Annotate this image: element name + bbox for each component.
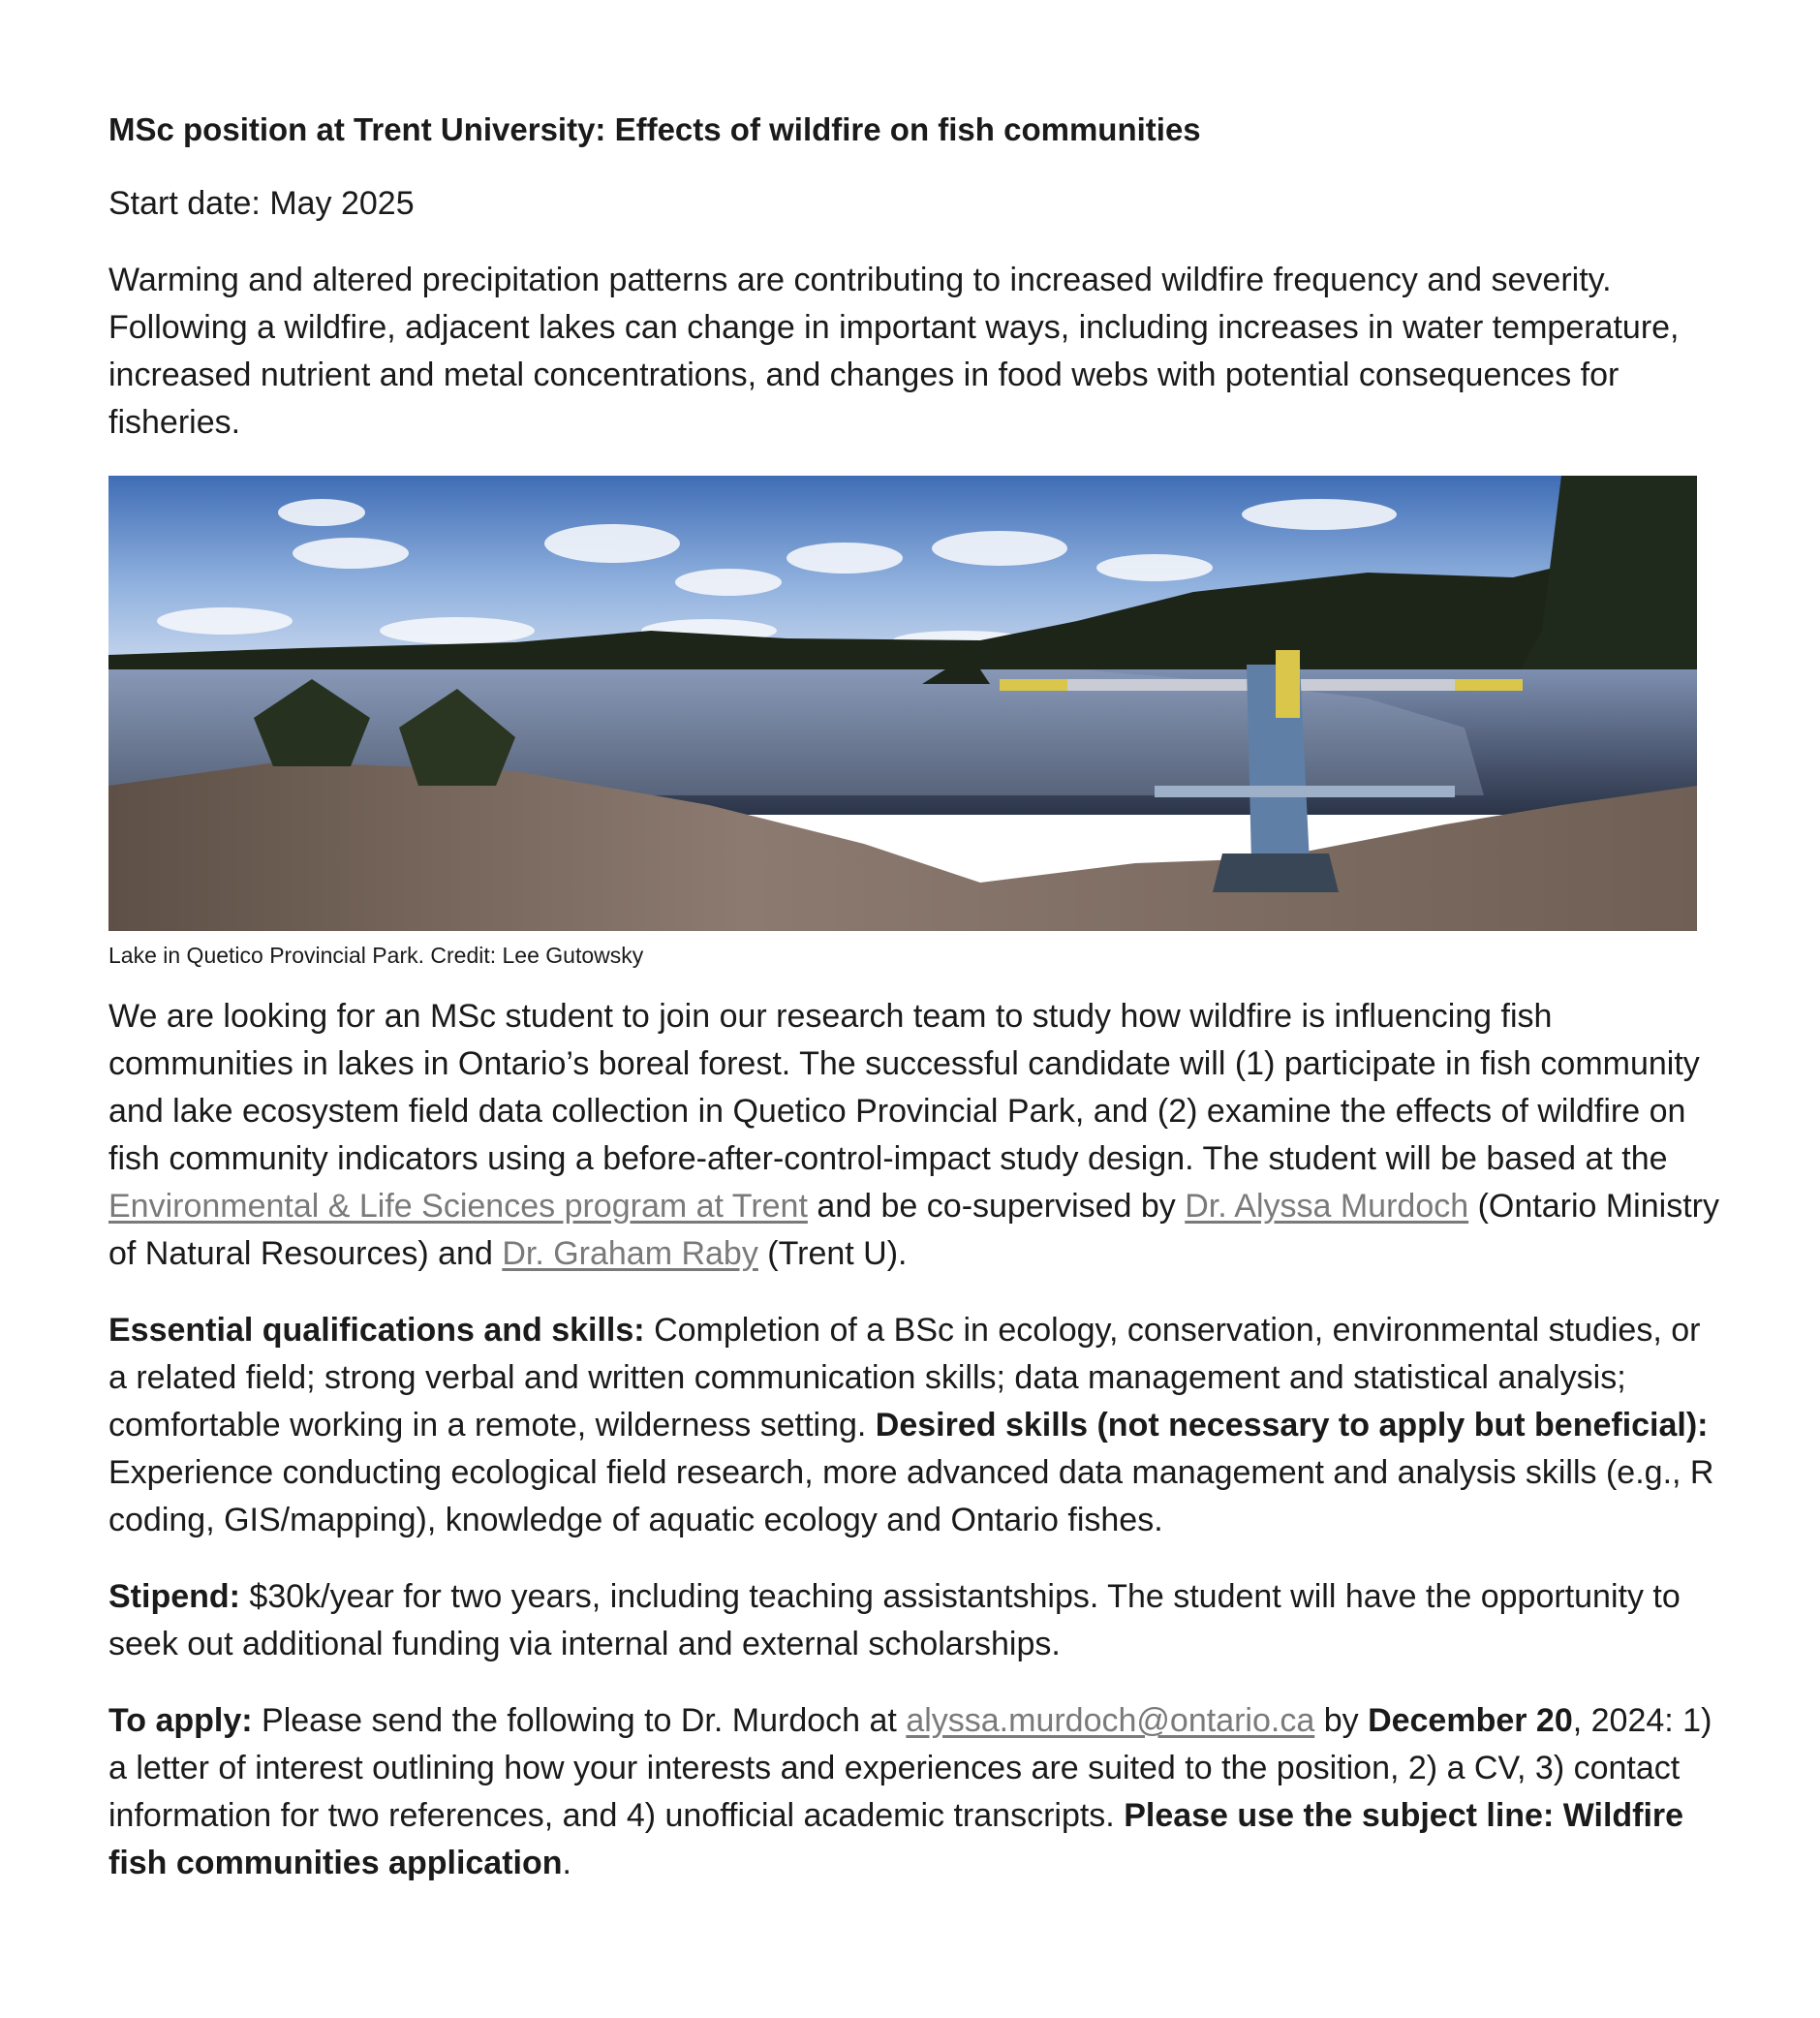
stipend-paragraph <box>108 1573 1726 1668</box>
description-text-3: (Ontario Ministry of Natural Resources) and <box>108 1188 1719 1272</box>
photo-caption: Lake in Quetico Provincial Park. Credit: Lee Gutowsky <box>108 943 644 968</box>
document-page <box>108 107 1726 1916</box>
description-text-1: We are looking for an MSc student to join our research team to study how wildfire is influencing fish communities in lakes in Ontario’s boreal forest. The successful candidate will (1) participate in fish community and lake ecosystem field data collection in Quetico Provincial Park, and (2) examine the effects of wildfire on fish community indicators using a before-after-control-impact study design. The student will be based at the <box>108 998 1700 1177</box>
qualifications-paragraph <box>108 1307 1726 1544</box>
essential-label: Essential qualifications and skills: <box>108 1312 645 1349</box>
intro-paragraph: Warming and altered precipitation patterns are contributing to increased wildfire frequency and severity. Following a wildfire, adjacent lakes can change in important ways, including increases in water temperature, increased nutrient and metal concentrations, and changes in food webs with potential consequences for fisheries. <box>108 262 1680 441</box>
description-paragraph <box>108 993 1726 1278</box>
description-text-4: (Trent U). <box>757 1235 908 1272</box>
email-link[interactable]: alyssa.murdoch@ontario.ca <box>906 1702 1315 1739</box>
apply-text-2: by <box>1314 1702 1369 1739</box>
lake-photo-figure <box>108 476 1697 972</box>
stipend-label: Stipend: <box>108 1578 240 1615</box>
description-text-2: and be co-supervised by <box>807 1188 1186 1225</box>
lake-photo <box>108 476 1697 931</box>
essential-text: Completion of a BSc in ecology, conservation, environmental studies, or a related field; strong verbal and written communication skills; data management and statistical analysis; comfortable working in a remote, wilderness setting. <box>108 1312 1701 1444</box>
apply-label: To apply: <box>108 1702 253 1739</box>
apply-paragraph <box>108 1697 1726 1887</box>
deadline: December 20 <box>1368 1702 1573 1739</box>
apply-text-1: Please send the following to Dr. Murdoch at <box>252 1702 907 1739</box>
murdoch-link[interactable]: Dr. Alyssa Murdoch <box>1185 1188 1469 1225</box>
apply-text-3: , 2024: 1) a letter of interest outlining how your interests and experiences are suited to the position, 2) a CV, 3) contact information for two references, and 4) unofficial academic transcripts. <box>108 1702 1712 1834</box>
desired-label: Desired skills (not necessary to apply but beneficial): <box>875 1407 1709 1444</box>
start-date: Start date: May 2025 <box>108 185 415 222</box>
page-title: MSc position at Trent University: Effects of wildfire on fish communities <box>108 111 1201 147</box>
raby-link[interactable]: Dr. Graham Raby <box>502 1235 758 1272</box>
subject-line: Please use the subject line: Wildfire fish communities application <box>108 1797 1684 1881</box>
program-link[interactable]: Environmental & Life Sciences program at Trent <box>108 1188 808 1225</box>
desired-text: Experience conducting ecological field research, more advanced data management and analysis skills (e.g., R coding, GIS/mapping), knowledge of aquatic ecology and Ontario fishes. <box>108 1454 1714 1538</box>
apply-text-4: . <box>562 1845 571 1881</box>
stipend-text: $30k/year for two years, including teaching assistantships. The student will have the opportunity to seek out additional funding via internal and external scholarships. <box>108 1578 1681 1662</box>
